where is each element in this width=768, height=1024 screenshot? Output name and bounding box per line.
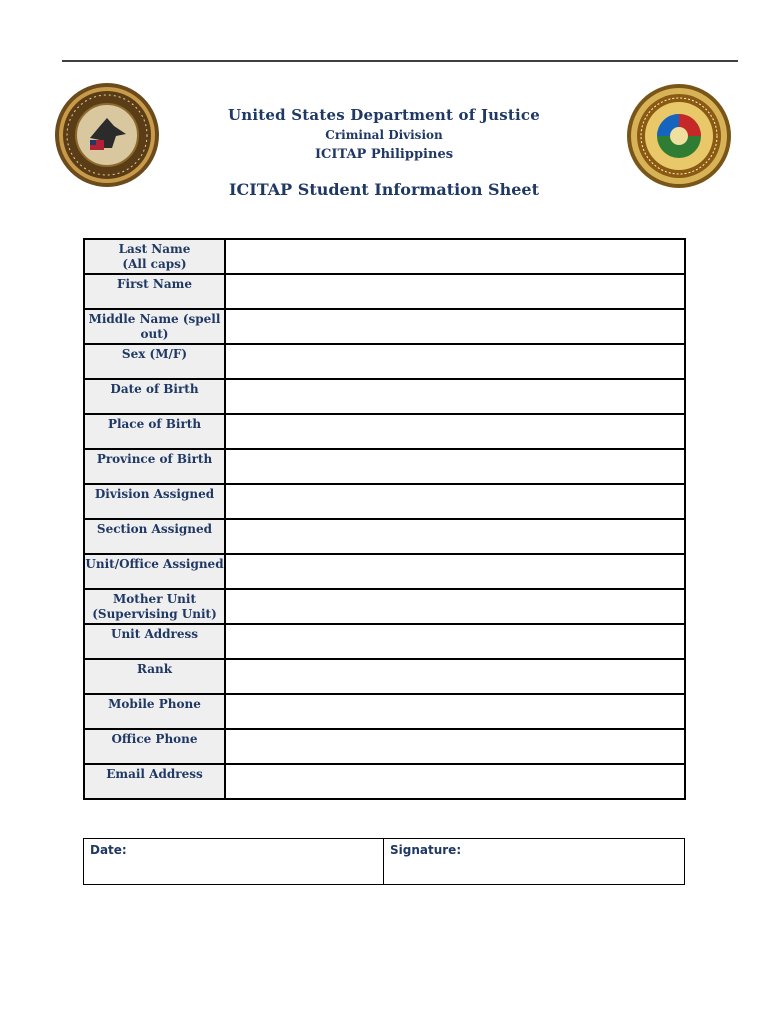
form-row xyxy=(84,449,685,484)
date-field[interactable] xyxy=(84,839,384,885)
signature-label: Signature: xyxy=(390,843,462,857)
field-input[interactable] xyxy=(225,589,685,624)
field-input[interactable] xyxy=(225,519,685,554)
field-input[interactable] xyxy=(225,379,685,414)
field-label: Last Name (All caps) xyxy=(84,239,225,274)
field-label: Office Phone xyxy=(84,729,225,764)
field-input[interactable] xyxy=(225,554,685,589)
field-input[interactable] xyxy=(225,484,685,519)
student-info-table xyxy=(83,238,686,800)
field-input[interactable] xyxy=(225,274,685,309)
form-row xyxy=(84,729,685,764)
field-label: Rank xyxy=(84,659,225,694)
field-input[interactable] xyxy=(225,239,685,274)
form-row xyxy=(84,309,685,344)
field-label: Section Assigned xyxy=(84,519,225,554)
form-row xyxy=(84,274,685,309)
form-row xyxy=(84,554,685,589)
signature-field[interactable] xyxy=(384,839,685,885)
form-row xyxy=(84,414,685,449)
top-rule xyxy=(62,60,738,62)
form-row xyxy=(84,624,685,659)
field-label: Division Assigned xyxy=(84,484,225,519)
field-label: Date of Birth xyxy=(84,379,225,414)
form-row xyxy=(84,764,685,799)
field-label: Email Address xyxy=(84,764,225,799)
field-label: Mobile Phone xyxy=(84,694,225,729)
field-label: Province of Birth xyxy=(84,449,225,484)
form-row xyxy=(84,379,685,414)
page-title: ICITAP Student Information Sheet xyxy=(229,180,539,199)
field-input[interactable] xyxy=(225,659,685,694)
field-input[interactable] xyxy=(225,414,685,449)
field-input[interactable] xyxy=(225,764,685,799)
icitap-seal-icon xyxy=(626,83,732,189)
doj-seal-icon xyxy=(54,82,160,188)
program-name: ICITAP Philippines xyxy=(314,147,454,162)
department-name: United States Department of Justice xyxy=(228,106,540,124)
field-input[interactable] xyxy=(225,729,685,764)
form-row xyxy=(84,344,685,379)
field-label: Place of Birth xyxy=(84,414,225,449)
field-input[interactable] xyxy=(225,449,685,484)
signature-table xyxy=(83,838,685,885)
field-label: Unit/Office Assigned xyxy=(84,554,225,589)
form-row xyxy=(84,239,685,274)
field-input[interactable] xyxy=(225,344,685,379)
field-label: Unit Address xyxy=(84,624,225,659)
field-label: First Name xyxy=(84,274,225,309)
field-input[interactable] xyxy=(225,309,685,344)
field-label: Sex (M/F) xyxy=(84,344,225,379)
form-row xyxy=(84,519,685,554)
date-label: Date: xyxy=(90,843,127,857)
field-input[interactable] xyxy=(225,694,685,729)
field-input[interactable] xyxy=(225,624,685,659)
form-row xyxy=(84,589,685,624)
division-name: Criminal Division xyxy=(325,128,443,142)
form-row xyxy=(84,659,685,694)
field-label: Mother Unit (Supervising Unit) xyxy=(84,589,225,624)
field-label: Middle Name (spell out) xyxy=(84,309,225,344)
form-row xyxy=(84,694,685,729)
form-row xyxy=(84,484,685,519)
